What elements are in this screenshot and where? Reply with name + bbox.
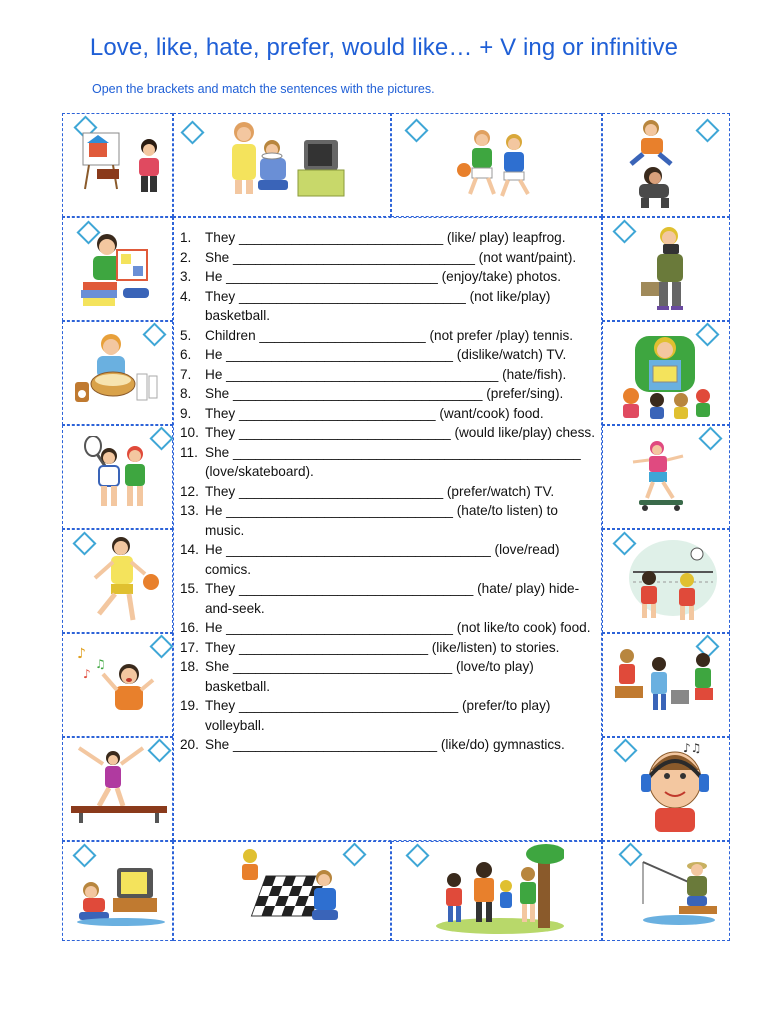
answer-diamond[interactable] bbox=[695, 118, 719, 142]
children-chess-icon bbox=[236, 846, 346, 934]
picture-cell-top-3 bbox=[391, 113, 602, 217]
sentence-number: 19. bbox=[180, 698, 199, 713]
sentence-number: 20. bbox=[180, 737, 199, 752]
sentence-item bbox=[180, 365, 600, 385]
sentence-number: 7. bbox=[180, 366, 192, 382]
sentence-text: He ____________________________ (enjoy/take) photos. bbox=[205, 269, 562, 284]
girl-gymnastics-icon bbox=[69, 742, 169, 826]
sentence-number: 2. bbox=[180, 249, 192, 265]
sentence-text: They _______________________________ (hate/ play) hide-and-seek. bbox=[205, 581, 580, 616]
sentence-item bbox=[180, 443, 600, 482]
sentence-number: 5. bbox=[180, 327, 192, 343]
sentence-number: 8. bbox=[180, 386, 192, 401]
leapfrog-boys-icon bbox=[625, 118, 695, 210]
picture-cell-left-4 bbox=[62, 529, 173, 633]
sentence-item bbox=[180, 540, 600, 579]
sentence-text: She ___________________________ (like/do) gymnastics. bbox=[205, 737, 565, 752]
boys-playing-basketball-icon bbox=[454, 126, 544, 202]
man-fishing-icon bbox=[639, 854, 719, 930]
sentence-item bbox=[180, 287, 600, 326]
picture-cell-right-4 bbox=[602, 529, 730, 633]
children-volleyball-icon bbox=[627, 538, 717, 626]
sentence-item bbox=[180, 579, 600, 618]
sentence-text: They ___________________________ (prefer/watch) TV. bbox=[205, 483, 555, 499]
picture-cell-right-3 bbox=[602, 425, 730, 529]
sentence-list bbox=[180, 228, 600, 755]
sentence-number: 14. bbox=[180, 542, 199, 557]
answer-diamond[interactable] bbox=[180, 120, 204, 144]
sentence-text: She _________________________________ (prefer/sing). bbox=[205, 386, 564, 401]
boy-watching-tv-icon bbox=[75, 864, 169, 928]
sentence-item bbox=[180, 657, 600, 696]
picture-cell-top-1 bbox=[62, 113, 173, 217]
picture-cell-right-1 bbox=[602, 217, 730, 321]
picture-cell-left-3 bbox=[62, 425, 173, 529]
sentence-text: He ___________________________________ (love/read) comics. bbox=[205, 542, 560, 577]
sentence-text: He ____________________________________ (hate/fish). bbox=[205, 366, 567, 382]
sentence-number: 6. bbox=[180, 347, 192, 362]
children-cooking-icon bbox=[609, 646, 719, 718]
sentence-item bbox=[180, 267, 600, 287]
sentence-number: 3. bbox=[180, 269, 192, 284]
picture-cell-left-6 bbox=[62, 737, 173, 841]
sentence-item bbox=[180, 404, 600, 424]
svg-text:♪: ♪ bbox=[83, 667, 91, 681]
sentence-number: 10. bbox=[180, 425, 199, 440]
answer-diamond[interactable] bbox=[342, 842, 366, 866]
picture-cell-right-2 bbox=[602, 321, 730, 425]
girl-singing-icon bbox=[73, 644, 163, 724]
sentence-text: Children ______________________ (not prefer /play) tennis. bbox=[205, 327, 574, 343]
sentence-number: 11. bbox=[180, 444, 198, 460]
picture-cell-left-5 bbox=[62, 633, 173, 737]
sentence-item bbox=[180, 482, 600, 502]
children-eating-tv-icon bbox=[224, 118, 354, 202]
boy-reading-comics-icon bbox=[77, 230, 163, 310]
picture-cell-bottom-4 bbox=[602, 841, 730, 941]
picture-cell-right-6 bbox=[602, 737, 730, 841]
boy-listening-music-icon bbox=[633, 740, 723, 836]
sentence-text: He ______________________________ (dislike/watch) TV. bbox=[205, 347, 567, 362]
picture-cell-bottom-1 bbox=[62, 841, 173, 941]
sentence-number: 17. bbox=[180, 639, 199, 655]
svg-text:♫: ♫ bbox=[95, 657, 106, 671]
sentence-item bbox=[180, 326, 600, 346]
answer-diamond[interactable] bbox=[405, 843, 429, 867]
sentence-text: He ______________________________ (hate/to listen) to music. bbox=[205, 503, 558, 538]
sentence-text: He ______________________________ (not like/to cook) food. bbox=[205, 620, 591, 635]
sentence-item bbox=[180, 735, 600, 755]
sentence-number: 13. bbox=[180, 503, 199, 518]
picture-cell-right-5 bbox=[602, 633, 730, 737]
picture-cell-left-2 bbox=[62, 321, 173, 425]
svg-text:♪♫: ♪♫ bbox=[683, 741, 702, 755]
sentence-item bbox=[180, 248, 600, 268]
picture-cell-top-4 bbox=[602, 113, 730, 217]
children-tennis-icon bbox=[83, 436, 163, 518]
sentence-item bbox=[180, 345, 600, 365]
sentence-text: She _____________________________ (love/to play) basketball. bbox=[205, 659, 534, 694]
sentence-text: They ______________________________ (not like/play) basketball. bbox=[205, 288, 551, 323]
sentence-item bbox=[180, 618, 600, 638]
sentence-text: They ____________________________ (would like/play) chess. bbox=[205, 425, 595, 440]
sentence-number: 9. bbox=[180, 405, 192, 421]
sentence-item bbox=[180, 638, 600, 658]
picture-cell-bottom-3 bbox=[391, 841, 602, 941]
sentence-item bbox=[180, 696, 600, 735]
sentence-text: She ________________________________ (not want/paint). bbox=[205, 249, 577, 265]
teacher-telling-stories-icon bbox=[619, 326, 719, 422]
sentence-item bbox=[180, 423, 600, 443]
sentence-number: 16. bbox=[180, 620, 199, 635]
boy-cooking-icon bbox=[71, 330, 161, 414]
man-taking-photos-icon bbox=[639, 224, 709, 314]
sentence-number: 4. bbox=[180, 288, 192, 304]
sentence-text: They _____________________________ (prefer/to play) volleyball. bbox=[205, 698, 551, 733]
instruction-text: Open the brackets and match the sentences with the pictures. bbox=[92, 82, 435, 96]
picture-cell-top-2 bbox=[173, 113, 391, 217]
sentence-number: 12. bbox=[180, 483, 199, 499]
painting-children-icon bbox=[77, 129, 167, 199]
girl-skateboarding-icon bbox=[627, 440, 707, 516]
answer-diamond[interactable] bbox=[612, 219, 636, 243]
sentence-text: They ___________________________ (like/ play) leapfrog. bbox=[205, 230, 566, 245]
sentence-item bbox=[180, 228, 600, 248]
sentence-text: They _________________________ (like/listen) to stories. bbox=[205, 639, 560, 655]
sentence-number: 15. bbox=[180, 581, 199, 596]
picture-cell-left-1 bbox=[62, 217, 173, 321]
sentence-item bbox=[180, 501, 600, 540]
sentence-number: 1. bbox=[180, 230, 192, 245]
sentence-item bbox=[180, 384, 600, 404]
picture-cell-bottom-2 bbox=[173, 841, 391, 941]
sentence-text: They __________________________ (want/cook) food. bbox=[205, 405, 544, 421]
children-hide-and-seek-icon bbox=[434, 844, 564, 936]
sentence-text: She ______________________________________________ (love/skateboard). bbox=[205, 444, 581, 479]
page-title: Love, like, hate, prefer, would like… + V ing or infinitive bbox=[89, 34, 679, 61]
girl-basketball-icon bbox=[81, 534, 161, 630]
answer-diamond[interactable] bbox=[404, 118, 428, 142]
svg-text:♪: ♪ bbox=[77, 646, 86, 662]
sentence-number: 18. bbox=[180, 659, 199, 674]
